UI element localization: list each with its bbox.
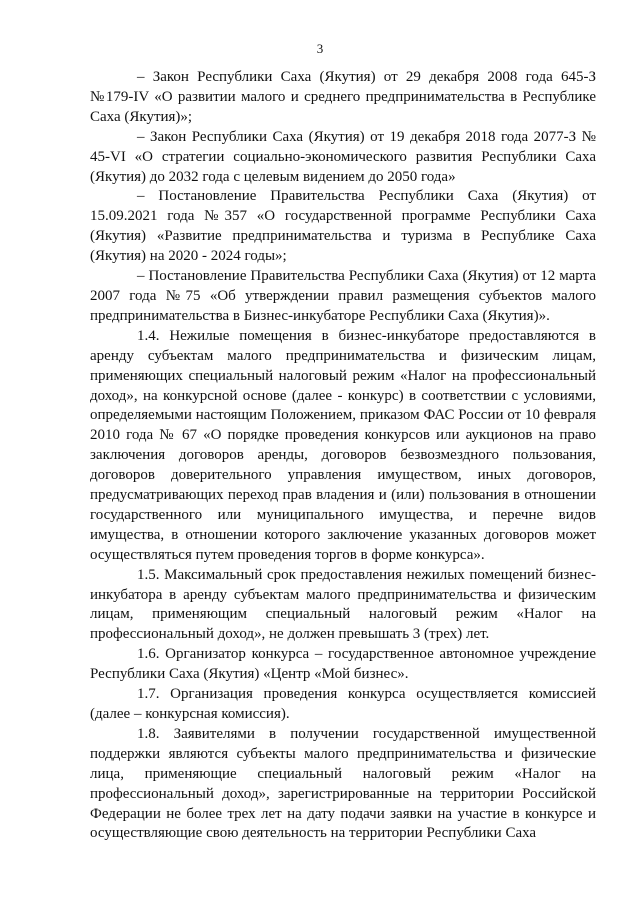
paragraph-1-8: 1.8. Заявителями в получении государственной имущественной поддержки являются субъекты малого предпринимательства и физические лица, применяющие специальный налоговый режим «Налог на профессиональный доход», зарегистрированные на территории Российской Федерации не более трех лет на дату подачи заявки на участие в конкурсе и осуществляющие свою деятельность на территории Республики Саха: [90, 725, 596, 842]
paragraph-resolution-75: – Постановление Правительства Республики Саха (Якутия) от 12 марта 2007 года №75 «Об утверждении правил размещения субъектов малого предпринимательства в Бизнес-инкубаторе Республики Саха (Якутия)».: [90, 268, 596, 324]
paragraph-law-645: – Закон Республики Саха (Якутия) от 29 декабря 2008 года 645-З №179-IV «О развитии малого и среднего предпринимательства в Республике Саха (Якутия)»;: [90, 69, 596, 125]
paragraph-1-5: 1.5. Максимальный срок предоставления нежилых помещений бизнес-инкубатора в аренду субъектам малого предпринимательства и физическим лицам, применяющим специальный налоговый режим «Налог на профессиональный доход», не должен превышать 3 (трех) лет.: [90, 566, 596, 643]
paragraph-resolution-357: – Постановление Правительства Республики Саха (Якутия) от 15.09.2021 года №357 «О государственной программе Республики Саха (Якутия) «Развитие предпринимательства и туризма в Республике Саха (Якутия) на 2020 - 2024 годы»;: [90, 188, 596, 265]
paragraph-1-6: 1.6. Организатор конкурса – государственное автономное учреждение Республики Саха (Якутия) «Центр «Мой бизнес».: [90, 646, 596, 683]
paragraph-law-2077: – Закон Республики Саха (Якутия) от 19 декабря 2018 года 2077-З № 45-VI «О стратегии социально-экономического развития Республики Саха (Якутия) до 2032 года с целевым видением до 2050 года»: [90, 128, 596, 185]
paragraph-1-4: 1.4. Нежилые помещения в бизнес-инкубаторе предоставляются в аренду субъектам малого предпринимательства и физическим лицам, применяющих специальный налоговый режим «Налог на профессиональный доход», на конкурсной основе (далее - конкурс) в соответствии с условиями, определяемыми настоящим Положением, приказом ФАС России от 10 февраля 2010 года № 67 «О порядке проведения конкурсов или аукционов на право заключения договоров аренды, договоров безвозмездного пользования, договоров доверительного управления имуществом, иных договоров, предусматривающих переход прав владения и (или) пользования в отношении государственного или муниципального имущества, и перечне видов имущества, в отношении которого заключение указанных договоров может осуществляться путем проведения торгов в форме конкурса».: [90, 327, 596, 563]
document-body: [90, 68, 596, 844]
paragraph-1-7: 1.7. Организация проведения конкурса осуществляется комиссией (далее – конкурсная комиссия).: [90, 686, 596, 722]
page-number: 3: [316, 41, 324, 56]
